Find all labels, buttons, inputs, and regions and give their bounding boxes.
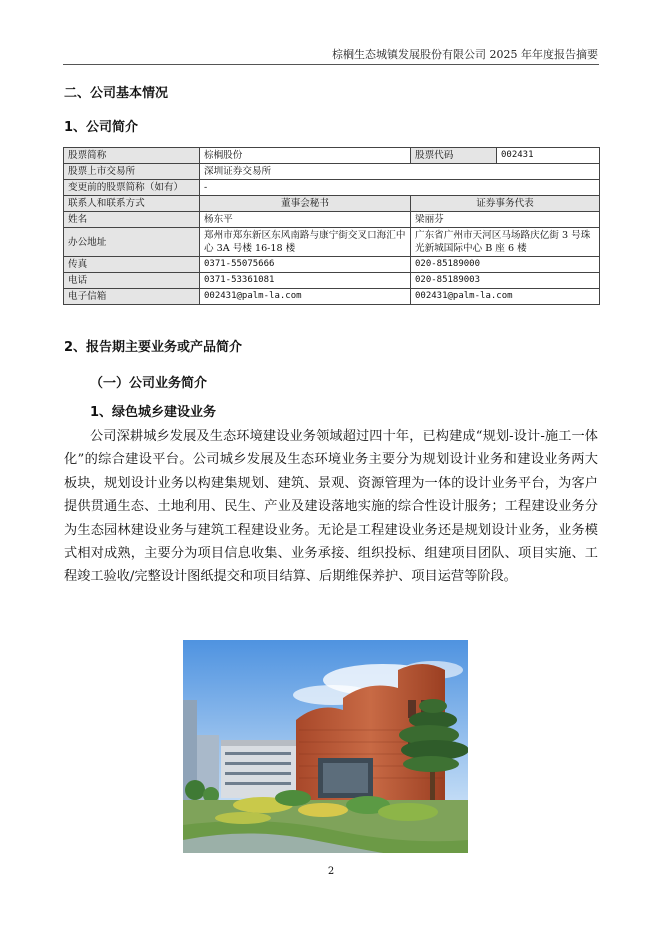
table-cell: 002431@palm-la.com — [200, 289, 411, 305]
table-cell: 0371-55075666 — [200, 257, 411, 273]
table-cell: 深圳证券交易所 — [200, 164, 600, 180]
table-cell: 杨东平 — [200, 212, 411, 228]
table-cell: 电话 — [64, 273, 200, 289]
table-cell: 股票上市交易所 — [64, 164, 200, 180]
table-cell: 股票代码 — [411, 148, 497, 164]
table-cell: 0371-53361081 — [200, 273, 411, 289]
page-number: 2 — [327, 866, 335, 877]
header-divider — [63, 64, 599, 65]
table-cell: 梁丽芬 — [411, 212, 600, 228]
table-cell: 姓名 — [64, 212, 200, 228]
table-cell: 郑州市郑东新区东风南路与康宁街交叉口海汇中心 3A 号楼 16-18 楼 — [200, 228, 411, 257]
table-cell: 电子信箱 — [64, 289, 200, 305]
report-header-title: 棕榈生态城镇发展股份有限公司 2025 年年度报告摘要 — [332, 48, 598, 61]
table-cell: 变更前的股票简称（如有） — [64, 180, 200, 196]
table-cell: 020-85189000 — [411, 257, 600, 273]
table-cell: 董事会秘书 — [200, 196, 411, 212]
section-title-company-basics: 二、公司基本情况 — [64, 86, 169, 101]
table-row — [64, 196, 600, 212]
table-cell: 广东省广州市天河区马场路庆亿街 3 号珠光新城国际中心 B 座 6 楼 — [411, 228, 600, 257]
table-row — [64, 289, 600, 305]
table-cell: - — [200, 180, 600, 196]
company-info-table — [63, 147, 600, 305]
table-cell: 002431 — [497, 148, 600, 164]
table-cell: 联系人和联系方式 — [64, 196, 200, 212]
table-row — [64, 148, 600, 164]
building-photo — [183, 640, 468, 853]
subsection-title-company-intro: 1、公司简介 — [64, 120, 139, 135]
table-cell: 办公地址 — [64, 228, 200, 257]
table-row — [64, 257, 600, 273]
table-row — [64, 164, 600, 180]
table-row — [64, 180, 600, 196]
table-row — [64, 273, 600, 289]
table-cell: 证券事务代表 — [411, 196, 600, 212]
table-row — [64, 212, 600, 228]
subsection-title-business-intro: （一）公司业务简介 — [90, 376, 208, 391]
table-cell: 传真 — [64, 257, 200, 273]
subsection-title-green-construction: 1、绿色城乡建设业务 — [90, 405, 217, 420]
table-cell: 002431@palm-la.com — [411, 289, 600, 305]
table-cell: 020-85189003 — [411, 273, 600, 289]
subsection-title-main-business: 2、报告期主要业务或产品简介 — [64, 340, 243, 355]
table-row — [64, 228, 600, 257]
business-description-paragraph: 公司深耕城乡发展及生态环境建设业务领域超过四十年，已构建成“规划-设计-施工一体化”的综合建设平台。公司城乡发展及生态环境业务主要分为规划设计业务和建设业务两大板块，规划设计业务以构建集规划、建筑、景观、资源管理为一体的设计业务平台，为客户提供贯通生态、土地利用、民生、产业及建设落地实施的综合性设计服务；工程建设业务分为生态园林建设业务与建筑工程建设业务。无论是工程建设业务还是规划设计业务，业务模式相对成熟，主要分为项目信息收集、业务承接、组织投标、组建项目团队、项目实施、工程竣工验收/完整设计图纸提交和项目结算、后期维保养护、项目运营等阶段。 — [64, 429, 598, 585]
table-cell: 股票简称 — [64, 148, 200, 164]
table-cell: 棕榈股份 — [200, 148, 411, 164]
